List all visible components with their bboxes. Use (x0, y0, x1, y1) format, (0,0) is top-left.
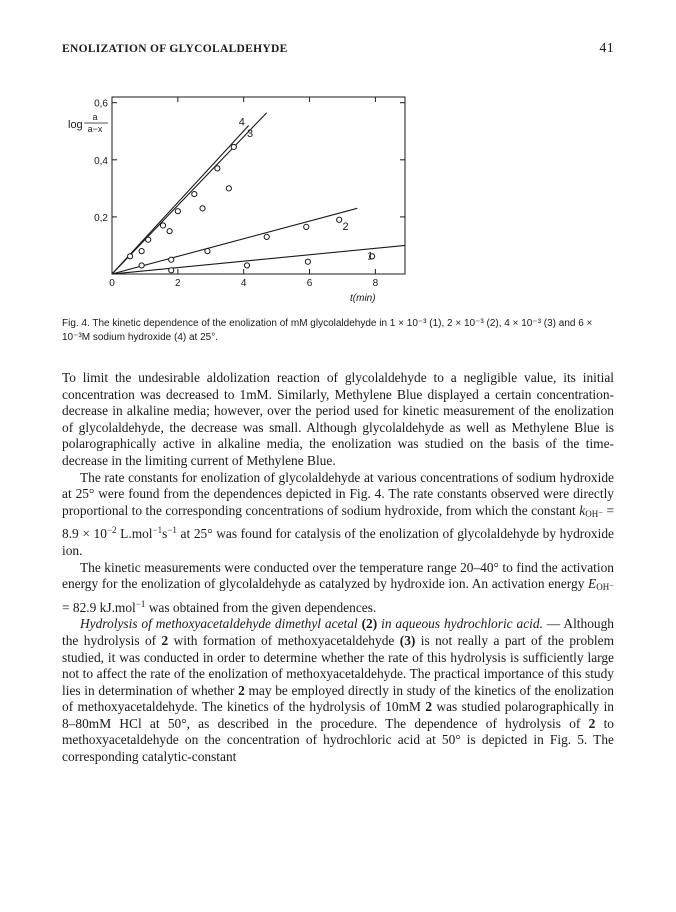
y-tick-label: 0,6 (94, 98, 108, 110)
data-point-series-2 (169, 257, 174, 262)
figure-4-chart (60, 84, 420, 316)
x-axis-label: t(min) (350, 293, 376, 304)
curve-label-2: 2 (342, 220, 349, 233)
exponent-1: −2 (106, 525, 117, 536)
exponent-2: −1 (152, 525, 163, 536)
curve-label-3: 3 (246, 127, 254, 140)
y-axis-label-numerator: a (92, 112, 98, 122)
data-point-series-4 (160, 223, 165, 228)
x-tick-label: 6 (306, 278, 313, 289)
fit-line-1 (112, 245, 405, 274)
x-tick-label: 4 (240, 278, 247, 289)
e-subscript (596, 582, 614, 592)
y-tick-label: 0,2 (94, 212, 108, 224)
p2-text-e: at 25° was found for catalysis of the enolization of glycolaldehyde by hydroxide ion. (62, 526, 614, 558)
p4-text-f: to methoxyacetaldehyde on the concentration of hydrochloric acid at 50° is depicted in Fig. 5. The corresponding catalytic-constant (62, 715, 615, 765)
k-subscript-minus: ⁻ (598, 508, 603, 519)
fit-line-4 (112, 126, 249, 274)
p4-text-a: — Although the hydrolysis of (62, 616, 615, 648)
data-point-series-4 (175, 209, 180, 214)
data-point-series-2 (205, 249, 210, 254)
data-point-series-4 (215, 166, 220, 171)
paragraph-1: To limit the undesirable aldolization reaction of glycolaldehyde to a negligible value, its initial concentration was decreased to 1mM. Similarly, Methylene Blue displayed a certain concentration-decrease in alkaline media; however, over the period used for kinetic measurement of the enolization of glycolaldehyde, the decrease was small. Although glycolaldehyde as well as Methylene Blue is polarographically active in alkaline media, the enolization was studied on the basis of the time-decrease in the limiting current of Methylene Blue. (62, 370, 614, 468)
e-subscript-text: OH (596, 582, 610, 593)
fit-line-3 (112, 113, 267, 274)
curve-label-4: 4 (238, 116, 245, 129)
compound-ref: 2 (238, 682, 245, 698)
data-point-series-1 (244, 263, 249, 268)
paragraph-3 (62, 560, 614, 617)
p2-text-b: = 8.9 × 10 (62, 502, 615, 542)
p2-text-a: The rate constants for enolization of glycolaldehyde at various concentrations of sodium hydroxide at 25° were found from the dependences depicted in Fig. 4. The rate constants observed were directly proportional to the corresponding concentrations of sodium hydroxide, from which the constant (62, 469, 614, 518)
data-point-series-3 (167, 229, 172, 234)
p2-text-c: L.mol (116, 526, 153, 542)
y-axis-label-log: log (68, 119, 83, 131)
data-point-series-3 (200, 206, 205, 211)
data-point-series-3 (226, 186, 231, 191)
e-symbol: E (588, 576, 597, 592)
data-point-series-2 (139, 263, 144, 268)
x-tick-label: 8 (372, 278, 379, 289)
compound-ref-2: (2) (361, 616, 378, 632)
x-tick-label: 2 (175, 278, 181, 289)
compound-ref: 2 (588, 715, 596, 731)
p3-text-b: = 82.9 kJ.mol (62, 599, 136, 615)
k-symbol: k (579, 502, 586, 518)
exponent-3: −1 (167, 525, 177, 536)
plot-frame (112, 97, 405, 274)
curve-label-1: 1 (367, 250, 374, 263)
data-point-series-2 (304, 224, 309, 229)
compound-ref: 2 (161, 632, 169, 648)
data-point-series-2 (264, 234, 269, 239)
p2-text-d: s (162, 526, 168, 542)
section-heading-italic-2: in aqueous hydrochloric acid. (377, 616, 543, 632)
exponent-4: −1 (135, 598, 146, 609)
p4-text-c: is not really a part of the problem studied, it was conducted in order to determine whether the rate of this hydrolysis is sufficiently large not to affect the rate of the enolization of methoxyacetaldehyde. The practical importance of this study lies in determination of whether (62, 632, 614, 698)
p3-text-a: The kinetic measurements were conducted over the temperature range 20–40° to find the activation energy for the enolization of glycolaldehyde as catalyzed by hydroxide ion. An activation energy (62, 559, 614, 592)
k-subscript-text: OH (585, 508, 599, 519)
e-subscript-minus: ⁻ (609, 582, 614, 593)
p3-text-c: was obtained from the given dependences. (145, 599, 377, 615)
data-point-series-4 (192, 191, 197, 196)
data-point-series-3 (139, 249, 144, 254)
figure-caption: Fig. 4. The kinetic dependence of the enolization of mM glycolaldehyde in 1 × 10⁻³ (1), 2 × 10⁻³ (2), 4 × 10⁻³ (3) and 6 × 10⁻³M sodium hydroxide (4) at 25°. (62, 318, 593, 343)
k-subscript (585, 509, 603, 519)
body-text (62, 370, 614, 766)
paragraph-2 (62, 470, 614, 560)
compound-ref: (3) (399, 632, 416, 648)
paragraph-4 (62, 616, 614, 765)
page-number: 41 (599, 41, 614, 56)
data-point-series-1 (169, 268, 174, 273)
p4-text-d: may be employed directly in study of the kinetics of the enolization of methoxyacetaldehyde. The kinetics of the hydrolysis of 10mM (62, 682, 615, 715)
x-tick-label: 0 (109, 278, 115, 289)
y-tick-label: 0,4 (94, 155, 108, 167)
section-heading-italic: Hydrolysis of methoxyacetaldehyde dimethyl acetal (80, 616, 362, 632)
running-title: ENOLIZATION OF GLYCOLALDEHYDE (62, 43, 288, 55)
data-point-series-4 (128, 254, 133, 259)
data-point-series-2 (337, 217, 342, 222)
data-point-series-4 (146, 237, 151, 242)
p4-text-b: with formation of methoxyacetaldehyde (168, 632, 400, 648)
data-point-series-1 (305, 259, 310, 264)
y-axis-label-denominator: a−x (87, 124, 103, 134)
data-point-series-4 (231, 144, 236, 149)
compound-ref: 2 (425, 699, 433, 715)
p4-text-e: was studied polarographically in 8–80mM HCl at 50°, as described in the procedure. The dependence of hydrolysis of (62, 699, 614, 731)
